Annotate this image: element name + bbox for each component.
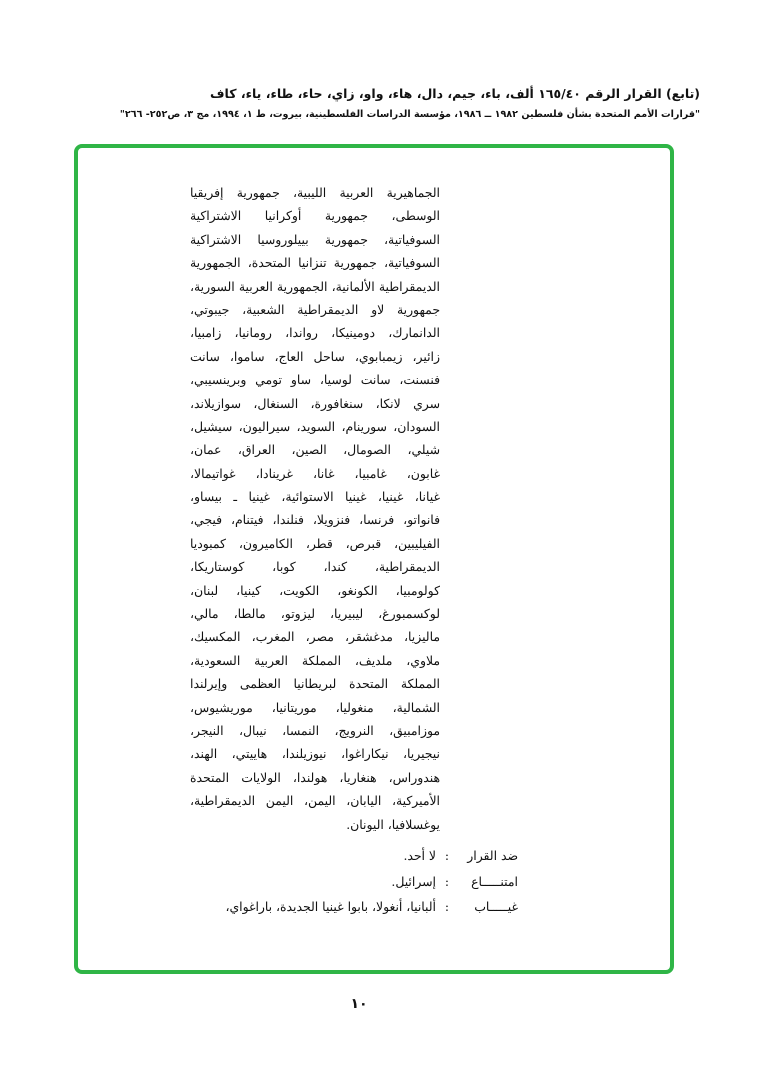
vote-against-row	[403, 846, 518, 866]
body-line: سري لانكا، سنغافورة، السنغال، سوازيلاند،	[190, 395, 440, 411]
body-line: ملاوي، ملديف، المملكة العربية السعودية،	[190, 652, 440, 668]
body-line: غابون، غامبيا، غانا، غرينادا، غواتيمالا،	[190, 465, 440, 481]
page-number: ١٠	[350, 996, 368, 1012]
vote-abstain-row	[391, 872, 518, 892]
vote-separator: :	[444, 899, 450, 914]
body-line: الجماهيرية العربية الليبية، جمهورية إفريقيا	[190, 185, 440, 200]
body-line: السوفياتية، جمهورية تنزانيا المتحدة، الجمهورية	[190, 255, 440, 271]
body-line: فانواتو، فرنسا، فنزويلا، فنلندا، فيتنام، فيجي،	[190, 512, 440, 528]
body-line: شيلي، الصومال، الصين، العراق، عمان،	[190, 442, 440, 458]
body-line: جمهورية لاو الديمقراطية الشعبية، جيبوتي،	[190, 301, 440, 317]
body-line: كولومبيا، الكونغو، الكويت، كينيا، لبنان،	[190, 582, 440, 598]
resolution-title: (تابع) القرار الرقم ١٦٥/٤٠ ألف، باء، جيم، دال، هاء، واو، زاي، حاء، طاء، ياء، كاف	[210, 86, 700, 101]
vote-absent-value: ألبانيا، أنغولا، بابوا غينيا الجديدة، باراغواي،	[225, 899, 436, 914]
body-line: يوغسلافيا، اليونان.	[346, 816, 440, 832]
body-line: الدانمارك، دومينيكا، رواندا، رومانيا، زامبيا،	[190, 325, 440, 341]
body-line: الأميركية، اليابان، اليمن، اليمن الديمقراطية،	[190, 793, 440, 809]
body-line: السودان، سورينام، السويد، سيراليون، سيشيل،	[190, 418, 440, 434]
body-line: الديمقراطية، كندا، كوبا، كوستاريكا،	[190, 559, 440, 575]
vote-abstain-label: امتنـــــاع	[471, 874, 518, 889]
body-line: زائير، زيمبابوي، ساحل العاج، ساموا، سانت	[190, 348, 440, 364]
source-citation: "قرارات الأمم المتحدة بشأن فلسطين ١٩٨٢ ــ ١٩٨٦، مؤسسة الدراسات الفلسطينية، بيروت، ط ١، ١٩٩٤، مج ٣، ص٢٥٢- ٢٦٦"	[119, 109, 700, 120]
body-line: السوفياتية، جمهورية بييلوروسيا الاشتراكية	[190, 231, 440, 247]
body-line: المملكة المتحدة لبريطانيا العظمى وإيرلندا	[190, 676, 440, 692]
vote-abstain-value: إسرائيل.	[391, 874, 436, 889]
body-line: الشمالية، منغوليا، موريتانيا، موريشيوس،	[190, 699, 440, 715]
vote-absent-label: غيـــــاب	[474, 899, 518, 914]
vote-separator: :	[444, 848, 450, 863]
vote-separator: :	[444, 874, 450, 889]
body-line: فنسنت، سانت لوسيا، ساو تومي وبرينسيبي،	[190, 372, 440, 388]
vote-absent-row	[225, 897, 518, 917]
body-line: الوسطى، جمهورية أوكرانيا الاشتراكية	[190, 208, 440, 224]
body-line: الفيليبين، قبرص، قطر، الكاميرون، كمبوديا	[190, 535, 440, 551]
vote-against-value: لا أحد.	[403, 848, 436, 863]
body-line: لوكسمبورغ، ليبيريا، ليزوتو، مالطا، مالي،	[190, 606, 440, 622]
vote-against-label: ضد القرار	[467, 848, 518, 863]
voting-list	[190, 181, 440, 836]
body-line: ماليزيا، مدغشقر، مصر، المغرب، المكسيك،	[190, 629, 440, 645]
body-line: الديمقراطية الألمانية، الجمهورية العربية السورية،	[190, 278, 440, 294]
body-line: غيانا، غينيا، غينيا الاستوائية، غينيا ـ بيساو،	[190, 489, 440, 505]
body-line: نيجيريا، نيكاراغوا، نيوزيلندا، هاييتي، الهند،	[190, 746, 440, 762]
body-line: موزامبيق، النرويج، النمسا، نيبال، النيجر،	[190, 722, 440, 738]
body-line: هندوراس، هنغاريا، هولندا، الولايات المتحدة	[190, 769, 440, 785]
